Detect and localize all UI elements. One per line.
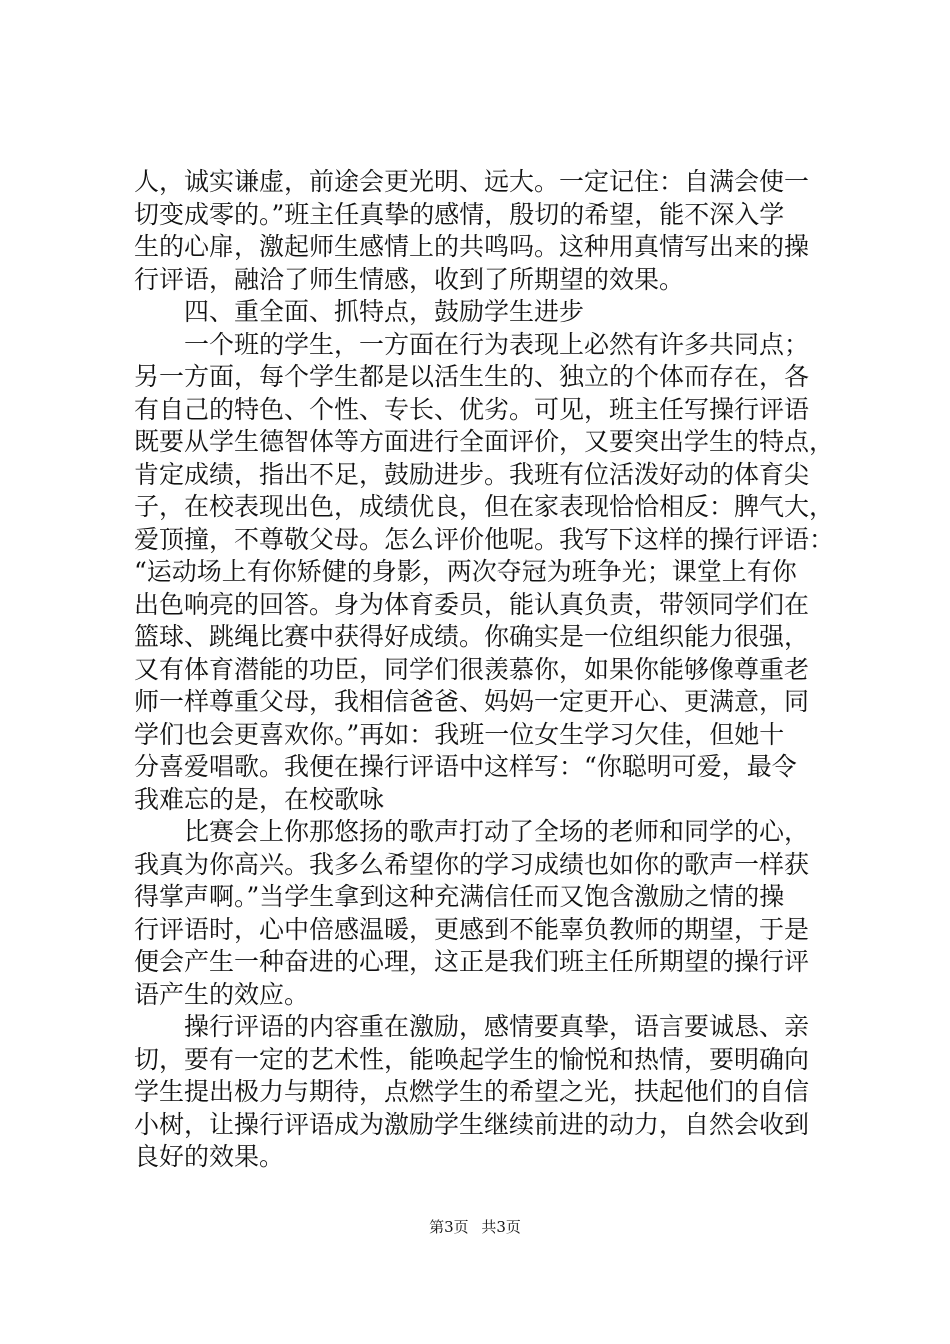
- heading-text: 四、重全面、抓特点，鼓励学生进步: [184, 297, 585, 326]
- text-line: 子，在校表现出色，成绩优良，但在家表现恰恰相反：脾气大，: [134, 492, 835, 521]
- page-total: 共3页: [481, 1218, 521, 1236]
- text-line: 一个班的学生，一方面在行为表现上必然有许多共同点；: [184, 329, 810, 359]
- text-line: 我真为你高兴。我多么希望你的学习成绩也如你的歌声一样获: [134, 849, 810, 879]
- text-line: 既要从学生德智体等方面进行全面评价，又要突出学生的特点，: [134, 427, 835, 456]
- text-line: 有自己的特色、个性、专长、优劣。可见，班主任写操行评语: [134, 394, 810, 424]
- text-line: 肯定成绩，指出不足，鼓励进步。我班有位活泼好动的体育尖: [134, 459, 810, 489]
- text-line: 生的心扉，激起师生感情上的共鸣吗。这种用真情写出来的操: [134, 232, 810, 261]
- text-line: 行评语时，心中倍感温暖，更感到不能辜负教师的期望，于是: [134, 914, 810, 944]
- text-line: 我难忘的是，在校歌咏: [134, 784, 385, 814]
- paragraph: [134, 329, 835, 817]
- text-line: 行评语，融洽了师生情感，收到了所期望的效果。: [134, 264, 685, 294]
- text-line: 人，诚实谦虚，前途会更光明、远大。一定记住：自满会使一: [134, 167, 810, 196]
- text-line: 爱顶撞，不尊敬父母。怎么评价他呢。我写下这样的操行评语：: [134, 524, 835, 554]
- paragraph-continuation: [134, 166, 824, 296]
- text-line: 切变成零的。”班主任真挚的感情，殷切的希望，能不深入学: [134, 199, 785, 229]
- text-line: “运动场上有你矫健的身影，两次夺冠为班争光；课堂上有你: [134, 557, 797, 586]
- page-footer: [0, 1216, 950, 1237]
- text-line: 学们也会更喜欢你。”再如：我班一位女生学习欠佳，但她十: [134, 719, 785, 749]
- text-line: 学生提出极力与期待，点燃学生的希望之光，扶起他们的自信: [134, 1077, 810, 1106]
- text-line: 分喜爱唱歌。我便在操行评语中这样写：“你聪明可爱，最令: [134, 752, 797, 781]
- text-line: 便会产生一种奋进的心理，这正是我们班主任所期望的操行评: [134, 947, 810, 976]
- text-line: 出色响亮的回答。身为体育委员，能认真负责，带领同学们在: [134, 589, 810, 619]
- text-line: 小树，让操行评语成为激励学生继续前进的动力，自然会收到: [134, 1109, 810, 1139]
- paragraph: [134, 816, 824, 1011]
- text-line: 语产生的效应。: [134, 979, 310, 1009]
- text-line: 又有体育潜能的功臣，同学们很羡慕你，如果你能够像尊重老: [134, 654, 810, 684]
- text-line: 得掌声啊。”当学生拿到这种充满信任而又饱含激励之情的操: [134, 882, 785, 911]
- document-body: [134, 166, 835, 1174]
- text-line: 操行评语的内容重在激励，感情要真挚，语言要诚恳、亲: [184, 1012, 810, 1041]
- text-line: 另一方面，每个学生都是以活生生的、独立的个体而存在，各: [134, 362, 810, 391]
- text-line: 比赛会上你那悠扬的歌声打动了全场的老师和同学的心，: [184, 817, 810, 846]
- text-line: 良好的效果。: [134, 1142, 285, 1171]
- text-line: 师一样尊重父母，我相信爸爸、妈妈一定更开心、更满意，同: [134, 687, 810, 716]
- text-line: 切，要有一定的艺术性，能唤起学生的愉悦和热情，要明确向: [134, 1044, 810, 1074]
- paragraph: [134, 1011, 824, 1174]
- page-number: 第3页: [429, 1218, 469, 1236]
- text-line: 篮球、跳绳比赛中获得好成绩。你确实是一位组织能力很强，: [134, 622, 810, 651]
- section-heading: [134, 296, 824, 329]
